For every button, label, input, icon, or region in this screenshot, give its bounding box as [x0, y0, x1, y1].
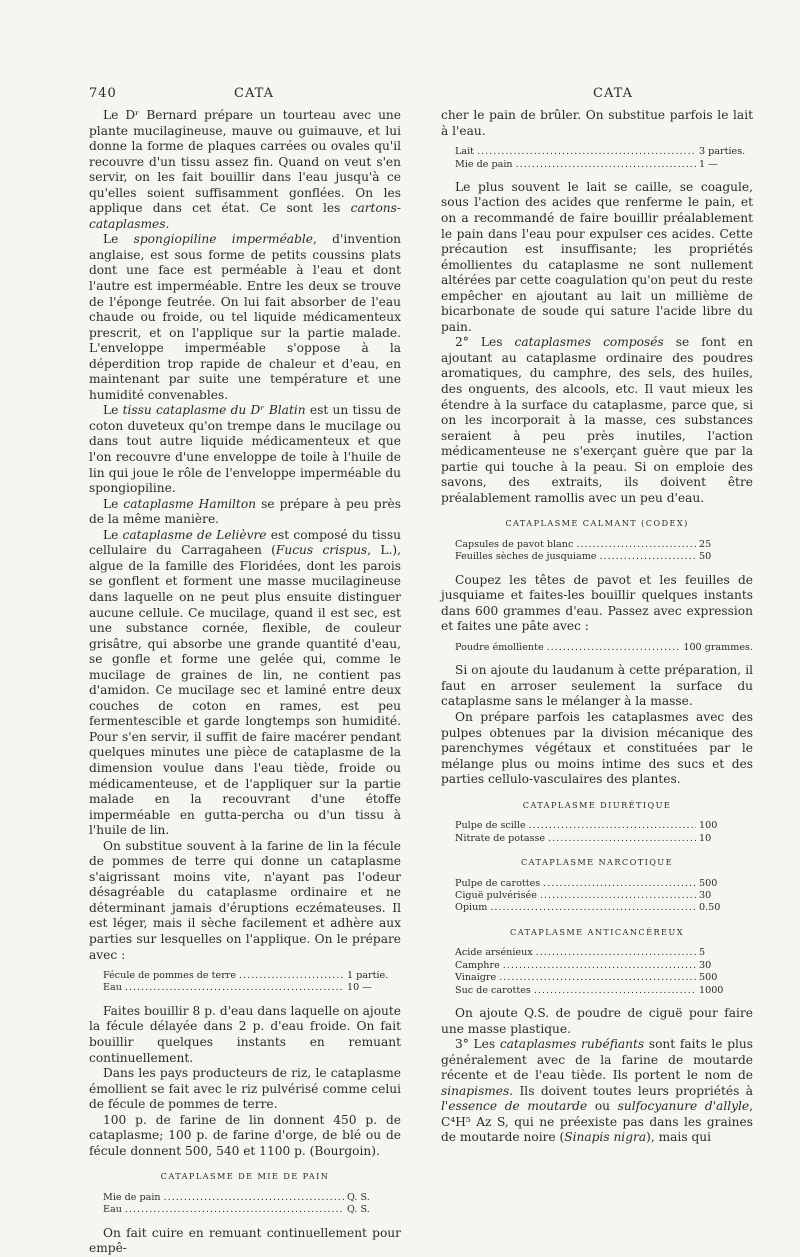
- recipe-title: CATAPLASME CALMANT (CODEX): [505, 518, 689, 529]
- recipe-title: CATAPLASME DE MIE DE PAIN: [160, 1171, 330, 1182]
- recipe-list: [455, 820, 753, 845]
- recipe-list: [103, 1192, 401, 1217]
- recipe-row: Mie de pain ..... Q. S.: [103, 1192, 401, 1204]
- recipe-row: Mie de pain ..... 1 —: [455, 159, 753, 171]
- right-column: [441, 108, 753, 1146]
- left-column: [89, 108, 401, 1257]
- paragraph: cher le pain de brûler. On substitue parfois le lait à l'eau.: [441, 108, 753, 138]
- paragraph: On fait cuire en remuant continuellement pour empê-: [89, 1225, 401, 1256]
- paragraph: Dans les pays producteurs de riz, le cataplasme émollient se fait avec le riz pulvérisé comme celui de fécule de pommes de terre.: [89, 1066, 401, 1112]
- running-head-left: CATA: [234, 86, 274, 101]
- recipe-row: Eau ..... 10 —: [103, 982, 401, 994]
- paragraph: On ajoute Q.S. de poudre de ciguë pour faire une masse plastique.: [441, 1006, 753, 1036]
- recipe-title: CATAPLASME ANTICANCÉREUX: [510, 926, 684, 937]
- paragraph: Faites bouillir 8 p. d'eau dans laquelle on ajoute la fécule délayée dans 2 p. d'eau froide. On fait bouillir quelques instants en remuant continuellement.: [89, 1003, 401, 1065]
- paragraph: Le cataplasme Hamilton se prépare à peu près de la même manière.: [89, 496, 401, 527]
- recipe-title: CATAPLASME DIURÉTIQUE: [522, 799, 672, 810]
- page-number: 740: [89, 86, 117, 101]
- recipe-list: [455, 146, 753, 171]
- paragraph: 3° Les cataplasmes rubéfiants sont faits le plus généralement avec de la farine de moutarde récente et de l'eau tiède. Ils portent le nom de sinapismes. Ils doivent toutes leurs propriétés à l'essence de moutarde ou sulfocyanure d'allyle, C⁴H⁵ Az S, qui ne préexiste pas dans les graines de moutarde noire (Sinapis nigra), mais qui: [441, 1037, 753, 1145]
- paragraph: 100 p. de farine de lin donnent 450 p. de cataplasme; 100 p. de farine d'orge, de blé ou de fécule donnent 500, 540 et 1100 p. (Bourgoin).: [89, 1112, 401, 1158]
- recipe-list: [455, 947, 753, 997]
- paragraph: Le tissu cataplasme du Dʳ Blatin est un tissu de coton duveteux qu'on trempe dans le mucilage ou dans tout autre liquide médicamenteux et que l'on recouvre d'une enveloppe de toile à l'huile de lin qui joue le rôle de l'enveloppe imperméable du spongiopiline.: [89, 403, 401, 496]
- paragraph: 2° Les cataplasmes composés se font en ajoutant au cataplasme ordinaire des poudres aromatiques, du camphre, des sels, des huiles, des onguents, des alcools, etc. Il vaut mieux les étendre à la surface du cataplasme, parce que, si on les incorporait à la masse, ces substances seraient à peu près inutiles, l'action médicamenteuse ne s'exerçant guère que par la partie qui touche à la peau. Si on emploie des savons, des extraits, ils doivent être préalablement ramollis avec un peu d'eau.: [441, 335, 753, 505]
- recipe-row: Acide arsénieux ..... 5: [455, 947, 753, 959]
- paragraph: Coupez les têtes de pavot et les feuilles de jusquiame et faites-les bouillir quelques instants dans 600 grammes d'eau. Passez avec expression et faites une pâte avec :: [441, 572, 753, 634]
- recipe-list: [455, 878, 753, 915]
- recipe-row: Vinaigre ..... 500: [455, 972, 753, 984]
- paragraph: On substitue souvent à la farine de lin la fécule de pommes de terre qui donne un cataplasme s'aigrissant moins vite, n'ayant pas l'odeur désagréable du cataplasme ordinaire et ne déterminant jamais d'éruptions eczémateuses. Il est léger, mais il sèche facilement et adhère aux parties sur lesquelles on l'applique. On le prépare avec :: [89, 838, 401, 962]
- recipe-row: Fécule de pommes de terre ..... 1 partie.: [103, 970, 401, 982]
- paragraph: Le cataplasme de Lelièvre est composé du tissu cellulaire du Carragaheen (Fucus crispus, L.), algue de la famille des Floridées, dont les parois se gonflent et forment une masse mucilagineuse dans laquelle on ne peut plus ensuite distinguer aucune cellule. Ce mucilage, quand il est sec, est une substance cornée, flexible, de couleur grisâtre, qui absorbe une grande quantité d'eau, se gonfle et forme une gelée qui, comme le mucilage de graines de lin, ne contient pas d'amidon. Ce mucilage sec et laminé entre deux couches de coton en rames, est peu fermentescible et garde longtemps son humidité. Pour s'en servir, il suffit de faire macérer pendant quelques minutes une pièce de cataplasme de la dimension voulue dans l'eau tiède, froide ou médicamenteuse, et de l'appliquer sur la partie malade en la recouvrant d'une étoffe imperméable en gutta-percha ou d'un tissu à l'huile de lin.: [89, 527, 401, 838]
- recipe-row: Poudre émollìente ..... 100 grammes.: [455, 642, 753, 654]
- recipe-row: Lait ..... 3 parties.: [455, 146, 753, 158]
- paragraph: Si on ajoute du laudanum à cette préparation, il faut en arroser seulement la surface du cataplasme sans le mélanger à la masse.: [441, 663, 753, 709]
- recipe-list: [455, 642, 753, 654]
- recipe-row: Pulpe de carottes ..... 500: [455, 878, 753, 890]
- recipe-list: [103, 970, 401, 995]
- paragraph: On prépare parfois les cataplasmes avec des pulpes obtenues par la division mécanique des parenchymes végétaux et constituées par le mélange plus ou moins intime des sucs et des parties cellulo-vasculaires des plantes.: [441, 709, 753, 787]
- recipe-row: Capsules de pavot blanc ..... 25: [455, 539, 753, 551]
- recipe-row: Nitrate de potasse ..... 10: [455, 833, 753, 845]
- recipe-row: Opium ..... 0.50: [455, 902, 753, 914]
- paragraph: Le spongiopiline imperméable, d'invention anglaise, est sous forme de petits coussins plats dont une face est perméable à l'eau et dont l'autre est imperméable. Entre les deux se trouve de l'éponge feutrée. On lui fait absorber de l'eau chaude ou froide, ou tel liquide médicamenteux prescrit, et on l'applique sur la partie malade. L'enveloppe imperméable s'oppose à la déperdition trop rapide de chaleur et d'eau, en maintenant par suite une température et une humidité convenables.: [89, 232, 402, 402]
- recipe-row: Pulpe de scille ..... 100: [455, 820, 753, 832]
- recipe-row: Camphre ..... 30: [455, 960, 753, 972]
- recipe-row: Suc de carottes ..... 1000: [455, 985, 753, 997]
- recipe-row: Eau ..... Q. S.: [103, 1204, 401, 1216]
- recipe-row: Feuilles sèches de jusquiame ..... 50: [455, 551, 753, 563]
- running-head-right: CATA: [593, 86, 633, 101]
- paragraph: Le plus souvent le lait se caille, se coagule, sous l'action des acides que renferme le pain, et on a recommandé de faire bouillir préalablement le pain dans l'eau pour expulser ces acides. Cette précaution est insuffisante; les propriétés émollientes du cataplasme ne sont nullement altérées par cette coagulation qu'on peut du reste empêcher en ajoutant au lait un millième de bicarbonate de soude qui sature l'acide libre du pain.: [441, 179, 753, 334]
- paragraph: Le Dʳ Bernard prépare un tourteau avec une plante mucilagineuse, mauve ou guimauve, et lui donne la forme de plaques carrées ou ovales qu'il recouvre d'un tissu assez fin. Quand on veut s'en servir, on les fait bouillir dans l'eau jusqu'à ce qu'elles soient suffisamment gonflées. On les applique dans cet état. Ce sont les cartons-cataplasmes.: [89, 108, 401, 231]
- recipe-title: CATAPLASME NARCOTIQUE: [521, 857, 673, 868]
- recipe-row: Ciguë pulvérisée ..... 30: [455, 890, 753, 902]
- recipe-list: [455, 539, 753, 564]
